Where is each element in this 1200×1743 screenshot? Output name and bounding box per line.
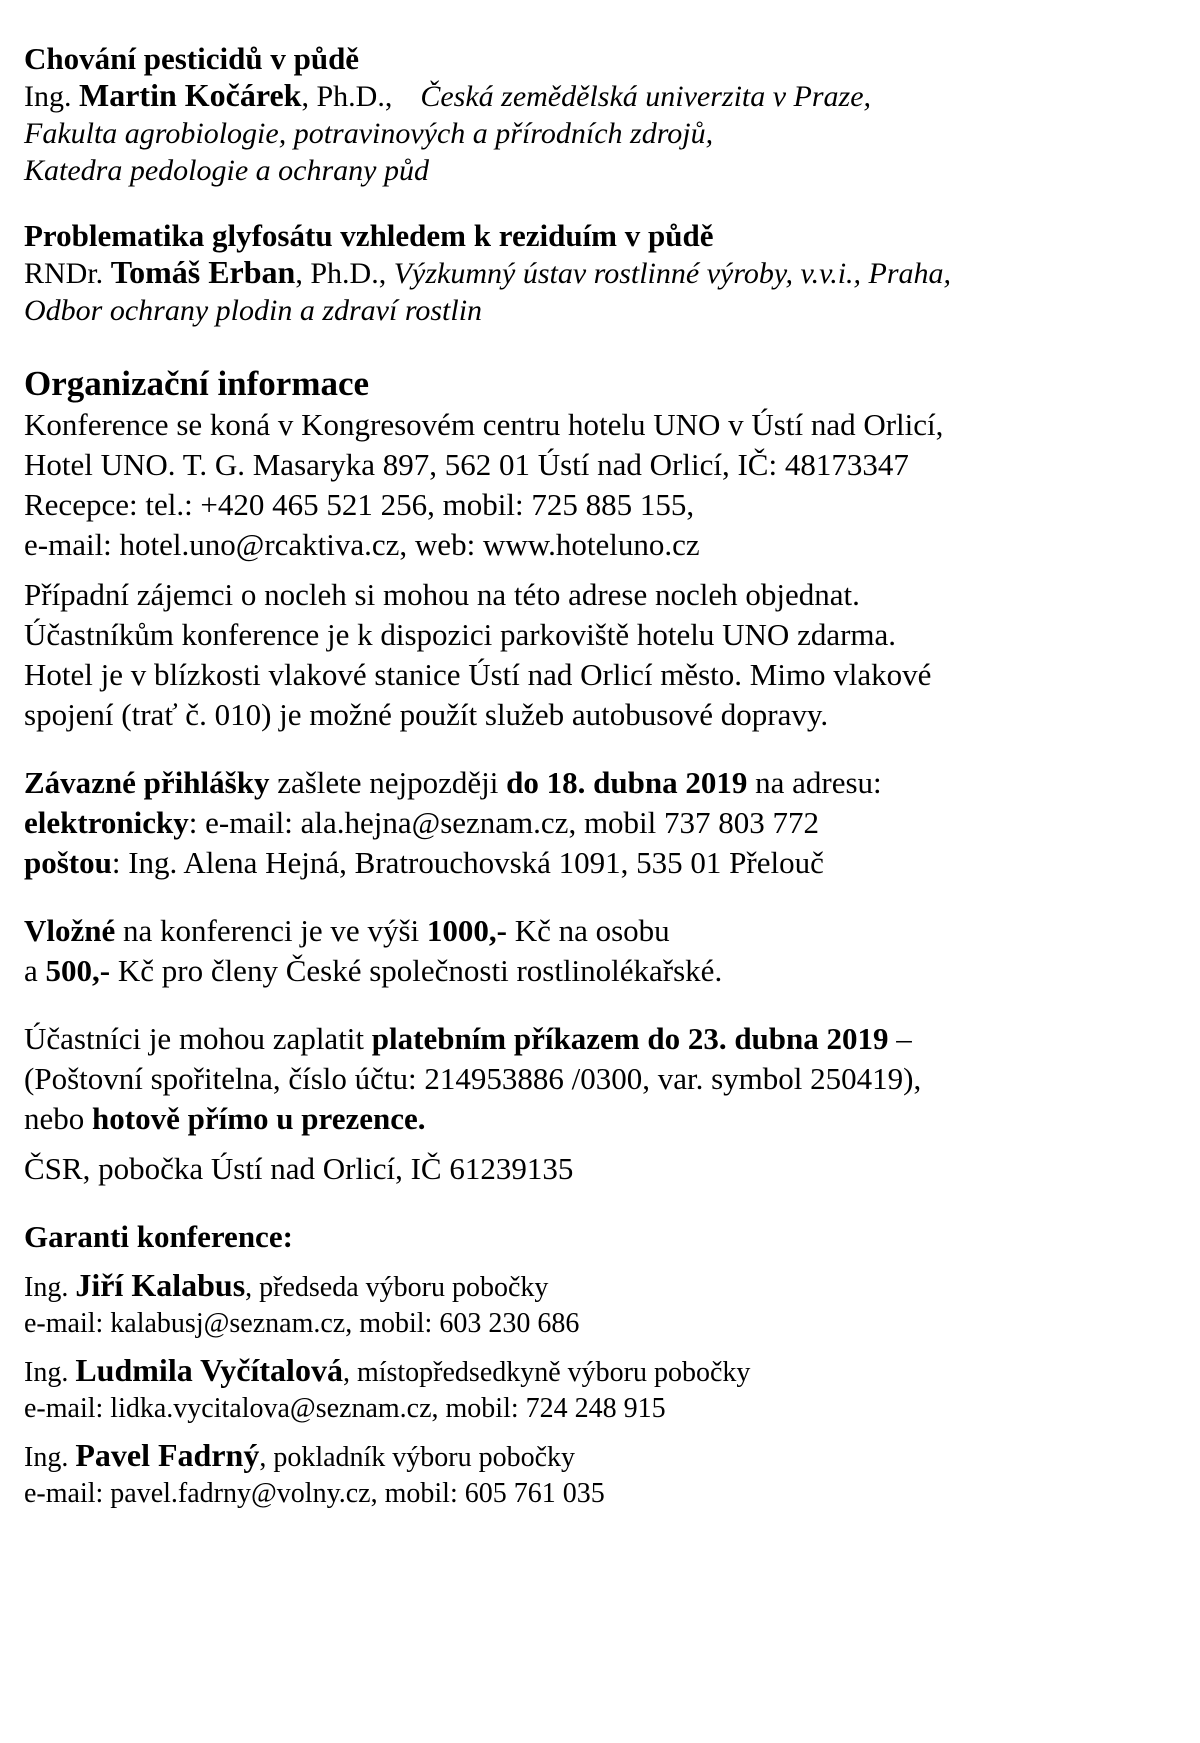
lecture-2	[24, 217, 1184, 329]
venue-line: Konference se koná v Kongresovém centru hotelu UNO v Ústí nad Orlicí,	[24, 407, 944, 442]
payment	[24, 1019, 1184, 1189]
venue-line: Recepce: tel.: +420 465 521 256, mobil: 725 885 155,	[24, 487, 695, 522]
registration-post-line: poštou: Ing. Alena Hejná, Bratrouchovská 1091, 535 01 Přelouč	[24, 845, 824, 880]
info-line: Hotel je v blízkosti vlakové stanice Ústí nad Orlicí město. Mimo vlakové	[24, 657, 932, 692]
info-line: Účastníkům konference je k dispozici parkoviště hotelu UNO zdarma.	[24, 617, 897, 652]
lecture-title: Chování pesticidů v půdě	[24, 41, 360, 76]
guarantor-name-line: Ing. Ludmila Vyčítalová, místopředsedkyně výboru pobočky	[24, 1352, 751, 1388]
guarantor-name: Jiří Kalabus	[75, 1267, 246, 1303]
registration	[24, 763, 1184, 883]
lecture-title: Problematika glyfosátu vzhledem k reziduím v půdě	[24, 218, 714, 253]
guarantor	[24, 1352, 1184, 1427]
registration-email-line: elektronicky: e-mail: ala.hejna@seznam.cz, mobil 737 803 772	[24, 805, 820, 840]
author-affiliation: Česká zemědělská univerzita v Praze,	[420, 80, 872, 113]
org-info	[24, 363, 1184, 735]
venue-line: e-mail: hotel.uno@rcaktiva.cz, web: www.hoteluno.cz	[24, 527, 700, 562]
guarantor-contact: e-mail: kalabusj@seznam.cz, mobil: 603 230 686	[24, 1308, 580, 1339]
guarantor-name: Pavel Fadrný	[75, 1437, 260, 1473]
guarantor-name: Ludmila Vyčítalová	[75, 1352, 343, 1388]
fee-line: Vložné na konferenci je ve výši 1000,- Kč na osobu	[24, 913, 670, 948]
author-affiliation: Odbor ochrany plodin a zdraví rostlin	[24, 294, 483, 327]
section-heading: Organizační informace	[24, 364, 370, 403]
section-heading: Garanti konference:	[24, 1219, 293, 1254]
author-affiliation: Fakulta agrobiologie, potravinových a přírodních zdrojů,	[24, 117, 714, 150]
guarantor	[24, 1267, 1184, 1342]
fee	[24, 911, 1184, 991]
venue-line: Hotel UNO. T. G. Masaryka 897, 562 01 Ústí nad Orlicí, IČ: 48173347	[24, 447, 909, 482]
lecture-1	[24, 40, 1184, 189]
author-affiliation: Katedra pedologie a ochrany půd	[24, 154, 429, 187]
guarantor	[24, 1437, 1184, 1512]
info-line: Případní zájemci o nocleh si mohou na této adrese nocleh objednat.	[24, 577, 860, 612]
payment-line: nebo hotově přímo u prezence.	[24, 1101, 426, 1136]
lecture-author: RNDr. Tomáš Erban, Ph.D., Výzkumný ústav rostlinné výroby, v.v.i., Praha,	[24, 254, 952, 290]
document-page	[24, 40, 1184, 1512]
guarantor-contact: e-mail: lidka.vycitalova@seznam.cz, mobil: 724 248 915	[24, 1393, 666, 1424]
registration-line: Závazné přihlášky zašlete nejpozději do 18. dubna 2019 na adresu:	[24, 765, 882, 800]
payment-account-line: (Poštovní spořitelna, číslo účtu: 214953886 /0300, var. symbol 250419),	[24, 1061, 922, 1096]
lecture-author: Ing. Martin Kočárek, Ph.D., Česká zemědělská univerzita v Praze,	[24, 77, 872, 113]
branch-line: ČSR, pobočka Ústí nad Orlicí, IČ 61239135	[24, 1151, 574, 1186]
guarantors	[24, 1217, 1184, 1512]
fee-line: a 500,- Kč pro členy České společnosti rostlinolékařské.	[24, 953, 723, 988]
author-name: Tomáš Erban	[110, 254, 296, 290]
info-line: spojení (trať č. 010) je možné použít služeb autobusové dopravy.	[24, 697, 829, 732]
author-name: Martin Kočárek	[79, 77, 302, 113]
author-affiliation: Výzkumný ústav rostlinné výroby, v.v.i., Praha,	[393, 257, 952, 290]
payment-line: Účastníci je mohou zaplatit platebním příkazem do 23. dubna 2019 –	[24, 1021, 912, 1056]
guarantor-contact: e-mail: pavel.fadrny@volny.cz, mobil: 605 761 035	[24, 1478, 605, 1509]
guarantor-name-line: Ing. Pavel Fadrný, pokladník výboru pobočky	[24, 1437, 576, 1473]
guarantor-name-line: Ing. Jiří Kalabus, předseda výboru pobočky	[24, 1267, 549, 1303]
